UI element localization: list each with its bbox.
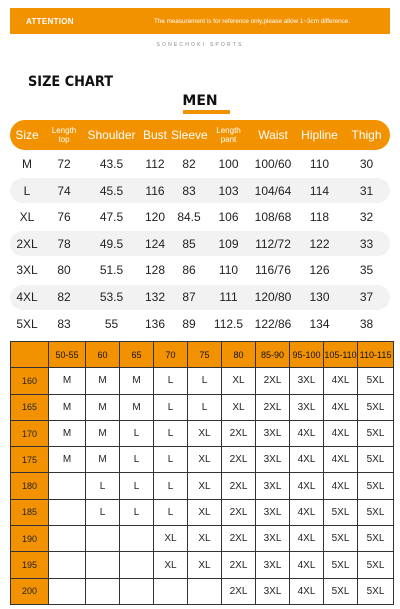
size-cell: M [49,368,86,394]
size-label: M [22,157,32,172]
measurement-cell: 80 [57,263,71,278]
measurement-cell: 82 [182,157,196,172]
measurement-cell: 43.5 [99,157,124,172]
size-cell [120,578,154,604]
size-label: 4XL [16,290,38,305]
weight-header-cell: 60 [86,342,120,368]
size-cell: 5XL [358,447,394,473]
header-cell-line: top [58,135,70,144]
measurement-cell: 82 [57,290,71,305]
size-cell [86,578,120,604]
measurement-cell: 72 [57,157,71,172]
attention-banner [10,8,390,34]
size-cell: 2XL [222,578,256,604]
size-label: L [23,183,31,198]
measurement-cell: 83 [182,183,196,198]
size-cell: 5XL [358,578,394,604]
weight-header-cell: 50-55 [49,342,86,368]
measurement-cell: 112/72 [255,236,291,251]
size-cell: 4XL [290,526,324,552]
size-cell: 3XL [256,578,290,604]
size-cell: 5XL [324,578,358,604]
measurement-cell: 35 [359,263,374,278]
height-header-cell: 200 [11,578,49,604]
measurement-cell: 100/60 [254,157,292,172]
size-cell: L [120,499,154,525]
height-header-cell: 190 [11,526,49,552]
attention-note: The measurement is for reference only,please allow 1~3cm difference. [154,17,350,25]
weight-header-cell: 75 [188,342,222,368]
size-cell: 2XL [222,499,256,525]
header-cell [44,126,84,144]
size-cell: 2XL [256,368,290,394]
size-cell: 2XL [222,447,256,473]
measurement-cell: 122 [309,236,330,251]
measurement-cell: 53.5 [99,290,124,305]
header-cell-line: Thigh [351,128,382,142]
size-cell: XL [188,499,222,525]
size-cell: L [154,473,188,499]
measurement-cell: 85 [182,236,196,251]
table-row [11,499,394,525]
header-cell [296,128,343,142]
size-cell: 4XL [324,447,358,473]
measurement-cell: 55 [104,316,119,331]
size-cell: M [49,394,86,420]
size-cell: 4XL [290,473,324,499]
height-header-cell: 195 [11,552,49,578]
header-cell-line: Waist [258,128,288,142]
men-underline [183,110,230,114]
size-cell: 4XL [324,473,358,499]
table-row [11,368,394,394]
header-cell [84,128,139,142]
measurement-table-header [10,120,390,150]
header-cell-line: pant [220,135,237,144]
size-cell: 5XL [324,499,358,525]
measurement-cell: 122/86 [254,316,292,331]
measurement-cell: 37 [359,290,374,305]
measurement-cell: 114 [309,183,330,198]
size-cell: 3XL [290,368,324,394]
size-cell: 4XL [290,499,324,525]
header-cell-line: Size [15,128,39,142]
header-cell-line: Hipline [301,128,338,142]
size-label: 2XL [16,236,38,251]
measurement-cell: 103 [218,183,239,198]
measurement-cell: 49.5 [99,236,124,251]
measurement-cell: 109 [218,236,239,251]
size-cell: L [120,420,154,446]
brand-name: SONECHOKI SPORTS [156,42,244,48]
measurement-cell: 128 [144,263,166,278]
attention-label: ATTENTION [26,16,74,26]
size-cell [49,499,86,525]
size-cell: L [188,394,222,420]
weight-header-cell: 95-100 [290,342,324,368]
table-row [10,231,390,256]
size-cell: XL [154,552,188,578]
size-cell: 3XL [256,552,290,578]
weight-header-cell: 80 [222,342,256,368]
table-row [11,473,394,499]
measurement-cell: 47.5 [99,210,124,225]
size-cell: M [86,394,120,420]
header-cell-line: Length [51,126,77,135]
height-header-cell: 180 [11,473,49,499]
header-cell-line: Bust [142,128,167,142]
measurement-cell: 120 [144,210,166,225]
table-row [10,311,390,336]
measurement-cell: 111 [219,290,238,305]
size-cell: 5XL [358,552,394,578]
table-row [11,394,394,420]
size-cell: XL [188,447,222,473]
measurement-cell: 45.5 [99,183,124,198]
table-row [11,552,394,578]
header-cell [250,128,296,142]
table-row [11,420,394,446]
size-cell: 3XL [256,526,290,552]
measurement-cell: 110 [309,157,330,172]
measurement-cell: 104/64 [254,183,292,198]
height-header-cell: 165 [11,394,49,420]
measurement-cell: 134 [309,316,330,331]
size-cell: 4XL [290,552,324,578]
size-cell: L [86,473,120,499]
weight-header-row [11,342,394,368]
measurement-cell: 87 [182,290,196,305]
measurement-cell: 126 [309,263,330,278]
measurement-cell: 38 [359,316,374,331]
weight-header-cell: 110-115 [358,342,394,368]
size-cell: 3XL [256,473,290,499]
size-cell: 5XL [324,552,358,578]
size-cell: 3XL [290,394,324,420]
measurement-cell: 31 [359,183,374,198]
size-cell: M [120,368,154,394]
size-cell: L [86,499,120,525]
size-cell [188,578,222,604]
size-label: 5XL [16,316,38,331]
size-cell: 3XL [256,499,290,525]
weight-header-cell: 70 [154,342,188,368]
size-cell: 5XL [324,526,358,552]
height-header-cell: 160 [11,368,49,394]
size-cell: 2XL [222,420,256,446]
size-cell: 5XL [358,499,394,525]
table-row [10,152,390,177]
measurement-cell: 51.5 [99,263,124,278]
size-recommendation-table [10,341,394,605]
measurement-cell: 112.5 [213,316,244,331]
size-cell: XL [188,526,222,552]
measurement-cell: 108/68 [254,210,292,225]
size-cell [120,552,154,578]
measurement-table [10,120,390,336]
table-row [10,205,390,230]
weight-header-cell: 85-90 [256,342,290,368]
header-cell-line: Shoulder [87,128,136,142]
height-header-cell: 185 [11,499,49,525]
measurement-cell: 112 [145,157,165,172]
measurement-cell: 83 [57,316,71,331]
measurement-cell: 136 [144,316,166,331]
measurement-cell: 132 [144,290,166,305]
size-cell [49,526,86,552]
size-cell: M [86,368,120,394]
size-cell: 5XL [358,394,394,420]
measurement-cell: 33 [359,236,374,251]
measurement-cell: 118 [309,210,330,225]
size-cell: L [188,368,222,394]
size-cell: L [154,499,188,525]
size-cell: 5XL [358,473,394,499]
measurement-cell: 30 [359,157,374,172]
size-cell: M [86,420,120,446]
size-cell: M [49,420,86,446]
size-cell: 3XL [256,447,290,473]
size-cell: XL [154,526,188,552]
table-row [11,447,394,473]
size-label: XL [19,210,35,225]
height-header-cell: 175 [11,447,49,473]
size-cell: 4XL [324,394,358,420]
measurement-cell: 32 [359,210,374,225]
size-cell: L [120,447,154,473]
weight-header-cell: 105-110 [324,342,358,368]
measurement-cell: 78 [57,236,71,251]
size-cell: 4XL [290,578,324,604]
measurement-cell: 74 [57,183,71,198]
measurement-cell: 116/76 [255,263,291,278]
size-cell: XL [222,394,256,420]
measurement-cell: 86 [182,263,196,278]
size-cell: XL [188,552,222,578]
size-cell: 5XL [358,420,394,446]
header-cell [343,128,390,142]
header-cell-line: Sleeve [171,128,208,142]
size-cell: L [154,447,188,473]
size-cell: 2XL [222,526,256,552]
size-cell: M [120,394,154,420]
table-row [11,526,394,552]
size-cell: 3XL [256,420,290,446]
table-row [10,258,390,283]
size-cell: 4XL [290,447,324,473]
measurement-cell: 89 [182,316,196,331]
header-cell [207,126,250,144]
measurement-cell: 130 [309,290,330,305]
measurement-cell: 106 [218,210,239,225]
size-cell: XL [188,473,222,499]
size-cell: L [154,368,188,394]
header-cell [10,128,44,142]
size-cell [86,526,120,552]
size-cell [49,578,86,604]
measurement-cell: 124 [144,236,166,251]
size-cell: 2XL [222,552,256,578]
measurement-cell: 116 [145,183,165,198]
size-cell: M [49,447,86,473]
size-cell: 4XL [324,368,358,394]
table-row [10,285,390,310]
size-cell: L [154,394,188,420]
height-header-cell: 170 [11,420,49,446]
size-cell: 4XL [290,420,324,446]
size-cell: 5XL [358,368,394,394]
header-cell-line: Length [216,126,241,135]
header-cell [139,128,171,142]
size-cell [154,578,188,604]
size-cell: 2XL [222,473,256,499]
measurement-cell: 110 [218,263,239,278]
measurement-cell: 84.5 [177,210,201,225]
size-chart-title: SIZE CHART [28,74,114,90]
table-row [11,578,394,604]
size-cell: L [120,473,154,499]
size-cell: XL [188,420,222,446]
weight-header-cell: 65 [120,342,154,368]
corner-cell [11,342,49,368]
header-cell [171,128,207,142]
measurement-cell: 76 [57,210,71,225]
size-cell: XL [222,368,256,394]
size-cell: L [154,420,188,446]
size-cell: 2XL [256,394,290,420]
size-cell: 4XL [324,420,358,446]
size-cell [49,473,86,499]
measurement-cell: 120/80 [254,290,292,305]
size-cell [86,552,120,578]
measurement-cell: 100 [218,157,239,172]
men-title: MEN [182,93,218,109]
size-label: 3XL [16,263,38,278]
size-cell [49,552,86,578]
size-cell: 5XL [358,526,394,552]
size-cell [120,526,154,552]
size-cell: M [86,447,120,473]
table-row [10,178,390,203]
